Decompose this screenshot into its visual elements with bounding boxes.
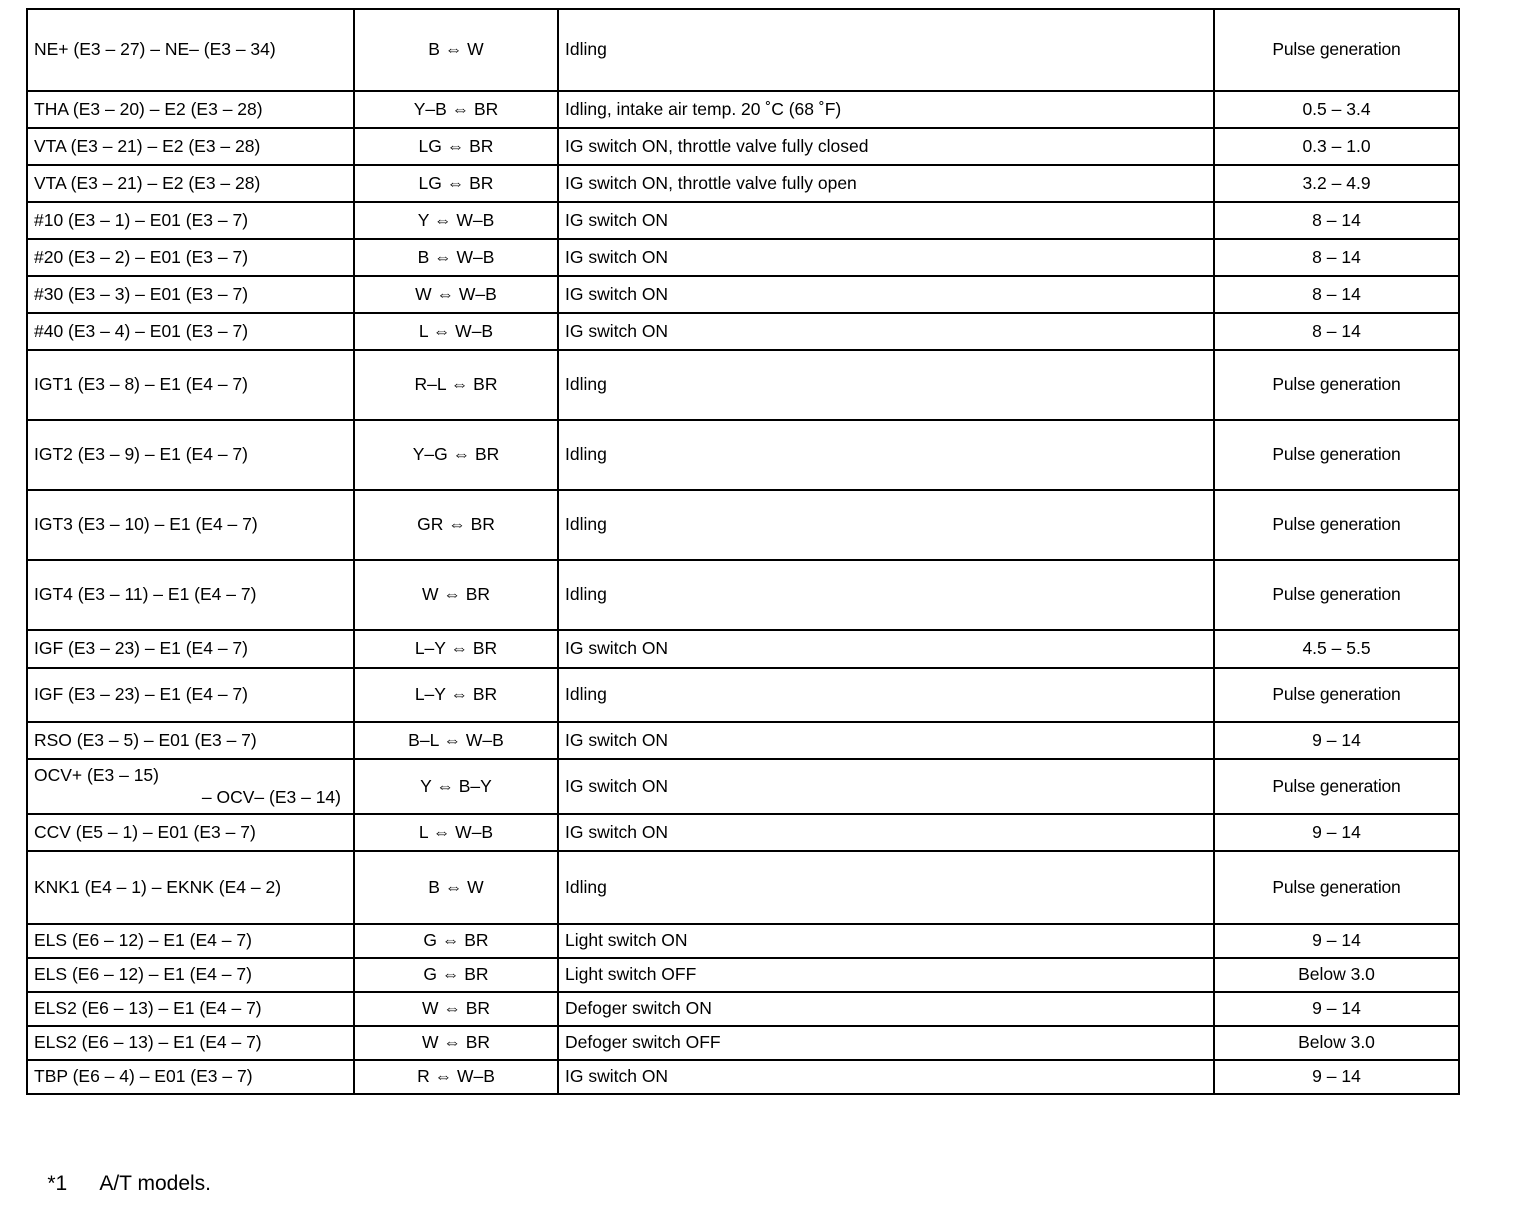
cell-wiring-color: G ⇔ BR	[354, 924, 558, 958]
cell-voltage: 4.5 – 5.5	[1214, 630, 1459, 668]
cell-voltage: Below 3.0	[1214, 958, 1459, 992]
terminals-text: OCV+ (E3 – 15)	[34, 764, 159, 785]
terminals-text: RSO (E3 – 5) – E01 (E3 – 7)	[34, 729, 257, 750]
cell-terminals	[27, 560, 354, 630]
cell-terminals	[27, 814, 354, 851]
cell-wiring-color: Y ⇔ B–Y	[354, 759, 558, 814]
cell-terminals	[27, 992, 354, 1026]
terminals-text: NE+ (E3 – 27) – NE– (E3 – 34)	[34, 39, 276, 60]
cell-wiring-color: B ⇔ W–B	[354, 239, 558, 276]
cell-terminals	[27, 239, 354, 276]
table-row	[27, 1060, 1459, 1094]
cell-voltage: Pulse generation	[1214, 350, 1459, 420]
table-row	[27, 420, 1459, 490]
cell-terminals	[27, 759, 354, 814]
cell-voltage: Pulse generation	[1214, 759, 1459, 814]
cell-wiring-color: R–L ⇔ BR	[354, 350, 558, 420]
cell-condition: Idling	[558, 490, 1214, 560]
cell-condition: Defoger switch ON	[558, 992, 1214, 1026]
terminal-voltage-table	[26, 8, 1460, 1095]
cell-terminals	[27, 851, 354, 924]
table-row	[27, 313, 1459, 350]
cell-voltage: 9 – 14	[1214, 992, 1459, 1026]
cell-wiring-color: LG ⇔ BR	[354, 128, 558, 165]
cell-wiring-color: L–Y ⇔ BR	[354, 630, 558, 668]
cell-wiring-color: G ⇔ BR	[354, 958, 558, 992]
table-row	[27, 128, 1459, 165]
cell-terminals	[27, 1026, 354, 1060]
cell-wiring-color: W ⇔ BR	[354, 1026, 558, 1060]
terminals-text: VTA (E3 – 21) – E2 (E3 – 28)	[34, 135, 261, 156]
table-row	[27, 668, 1459, 722]
cell-wiring-color: GR ⇔ BR	[354, 490, 558, 560]
table-row	[27, 490, 1459, 560]
terminals-text: ELS2 (E6 – 13) – E1 (E4 – 7)	[34, 998, 262, 1019]
cell-condition: IG switch ON	[558, 814, 1214, 851]
cell-terminals	[27, 1060, 354, 1094]
terminals-text: #10 (E3 – 1) – E01 (E3 – 7)	[34, 209, 249, 230]
cell-wiring-color: B–L ⇔ W–B	[354, 722, 558, 759]
cell-condition: Light switch OFF	[558, 958, 1214, 992]
table-body	[27, 9, 1459, 1094]
cell-wiring-color: Y ⇔ W–B	[354, 202, 558, 239]
table-row	[27, 992, 1459, 1026]
cell-wiring-color: Y–B ⇔ BR	[354, 91, 558, 128]
cell-wiring-color: W ⇔ W–B	[354, 276, 558, 313]
cell-terminals	[27, 350, 354, 420]
terminals-text: ELS (E6 – 12) – E1 (E4 – 7)	[34, 930, 252, 951]
terminals-text: #20 (E3 – 2) – E01 (E3 – 7)	[34, 246, 249, 267]
cell-wiring-color: B ⇔ W	[354, 9, 558, 91]
cell-voltage: 9 – 14	[1214, 722, 1459, 759]
cell-voltage: 3.2 – 4.9	[1214, 165, 1459, 202]
cell-voltage: Pulse generation	[1214, 9, 1459, 91]
footnote	[24, 1148, 211, 1220]
table-row	[27, 814, 1459, 851]
cell-terminals	[27, 165, 354, 202]
cell-condition: IG switch ON	[558, 239, 1214, 276]
cell-voltage: Pulse generation	[1214, 851, 1459, 924]
table-row	[27, 851, 1459, 924]
cell-terminals	[27, 313, 354, 350]
terminals-text: IGF (E3 – 23) – E1 (E4 – 7)	[34, 684, 248, 705]
table-row	[27, 9, 1459, 91]
cell-condition: Light switch ON	[558, 924, 1214, 958]
table-row	[27, 560, 1459, 630]
footnote-text: A/T models.	[99, 1172, 211, 1195]
terminals-text: IGT2 (E3 – 9) – E1 (E4 – 7)	[34, 444, 248, 465]
terminals-text: ELS (E6 – 12) – E1 (E4 – 7)	[34, 964, 252, 985]
cell-condition: IG switch ON	[558, 202, 1214, 239]
cell-terminals	[27, 630, 354, 668]
terminals-text: #40 (E3 – 4) – E01 (E3 – 7)	[34, 320, 249, 341]
cell-condition: IG switch ON	[558, 1060, 1214, 1094]
cell-condition: IG switch ON	[558, 759, 1214, 814]
cell-voltage: 8 – 14	[1214, 313, 1459, 350]
cell-condition: Idling	[558, 350, 1214, 420]
cell-voltage: 9 – 14	[1214, 814, 1459, 851]
cell-terminals	[27, 128, 354, 165]
cell-wiring-color: L ⇔ W–B	[354, 814, 558, 851]
cell-terminals	[27, 924, 354, 958]
cell-condition: IG switch ON	[558, 722, 1214, 759]
cell-terminals	[27, 668, 354, 722]
table-row	[27, 722, 1459, 759]
cell-condition: Idling	[558, 851, 1214, 924]
cell-terminals	[27, 91, 354, 128]
terminals-text-line2: – OCV– (E3 – 14)	[201, 786, 341, 807]
cell-condition: Idling	[558, 9, 1214, 91]
cell-terminals	[27, 202, 354, 239]
cell-condition: IG switch ON, throttle valve fully closed	[558, 128, 1214, 165]
cell-condition: IG switch ON	[558, 276, 1214, 313]
cell-condition: Defoger switch OFF	[558, 1026, 1214, 1060]
cell-voltage: 9 – 14	[1214, 1060, 1459, 1094]
terminals-text: TBP (E6 – 4) – E01 (E3 – 7)	[34, 1066, 253, 1087]
table-row	[27, 239, 1459, 276]
table-row	[27, 924, 1459, 958]
cell-voltage: Pulse generation	[1214, 560, 1459, 630]
terminals-text: IGT1 (E3 – 8) – E1 (E4 – 7)	[34, 374, 248, 395]
cell-terminals	[27, 722, 354, 759]
cell-condition: IG switch ON	[558, 313, 1214, 350]
cell-wiring-color: W ⇔ BR	[354, 992, 558, 1026]
table-row	[27, 630, 1459, 668]
cell-terminals	[27, 9, 354, 91]
terminals-text: ELS2 (E6 – 13) – E1 (E4 – 7)	[34, 1032, 262, 1053]
cell-wiring-color: L–Y ⇔ BR	[354, 668, 558, 722]
cell-wiring-color: W ⇔ BR	[354, 560, 558, 630]
table-row	[27, 1026, 1459, 1060]
terminals-text: #30 (E3 – 3) – E01 (E3 – 7)	[34, 283, 249, 304]
terminals-text: IGF (E3 – 23) – E1 (E4 – 7)	[34, 638, 248, 659]
cell-wiring-color: R ⇔ W–B	[354, 1060, 558, 1094]
terminals-text: VTA (E3 – 21) – E2 (E3 – 28)	[34, 172, 261, 193]
cell-wiring-color: L ⇔ W–B	[354, 313, 558, 350]
table-row	[27, 165, 1459, 202]
cell-voltage: 8 – 14	[1214, 239, 1459, 276]
cell-voltage: 8 – 14	[1214, 202, 1459, 239]
terminals-text: KNK1 (E4 – 1) – EKNK (E4 – 2)	[34, 876, 282, 897]
cell-condition: Idling	[558, 668, 1214, 722]
cell-voltage: Pulse generation	[1214, 420, 1459, 490]
table-row	[27, 276, 1459, 313]
cell-terminals	[27, 490, 354, 560]
table-row	[27, 958, 1459, 992]
cell-terminals	[27, 958, 354, 992]
table-row	[27, 350, 1459, 420]
cell-terminals	[27, 276, 354, 313]
footnote-mark: *1	[47, 1172, 68, 1195]
cell-terminals	[27, 420, 354, 490]
table-row	[27, 202, 1459, 239]
table-row	[27, 759, 1459, 814]
cell-condition: IG switch ON	[558, 630, 1214, 668]
cell-voltage: Pulse generation	[1214, 668, 1459, 722]
cell-wiring-color: LG ⇔ BR	[354, 165, 558, 202]
cell-voltage: 8 – 14	[1214, 276, 1459, 313]
cell-voltage: Below 3.0	[1214, 1026, 1459, 1060]
terminals-text: IGT4 (E3 – 11) – E1 (E4 – 7)	[34, 584, 257, 605]
cell-voltage: 9 – 14	[1214, 924, 1459, 958]
terminals-text: IGT3 (E3 – 10) – E1 (E4 – 7)	[34, 514, 258, 535]
cell-condition: Idling	[558, 420, 1214, 490]
cell-condition: Idling, intake air temp. 20 ˚C (68 ˚F)	[558, 91, 1214, 128]
terminals-text: THA (E3 – 20) – E2 (E3 – 28)	[34, 98, 263, 119]
terminals-text: CCV (E5 – 1) – E01 (E3 – 7)	[34, 821, 256, 842]
table-row	[27, 91, 1459, 128]
cell-wiring-color: B ⇔ W	[354, 851, 558, 924]
cell-voltage: 0.5 – 3.4	[1214, 91, 1459, 128]
cell-voltage: Pulse generation	[1214, 490, 1459, 560]
cell-condition: IG switch ON, throttle valve fully open	[558, 165, 1214, 202]
cell-condition: Idling	[558, 560, 1214, 630]
cell-wiring-color: Y–G ⇔ BR	[354, 420, 558, 490]
cell-voltage: 0.3 – 1.0	[1214, 128, 1459, 165]
